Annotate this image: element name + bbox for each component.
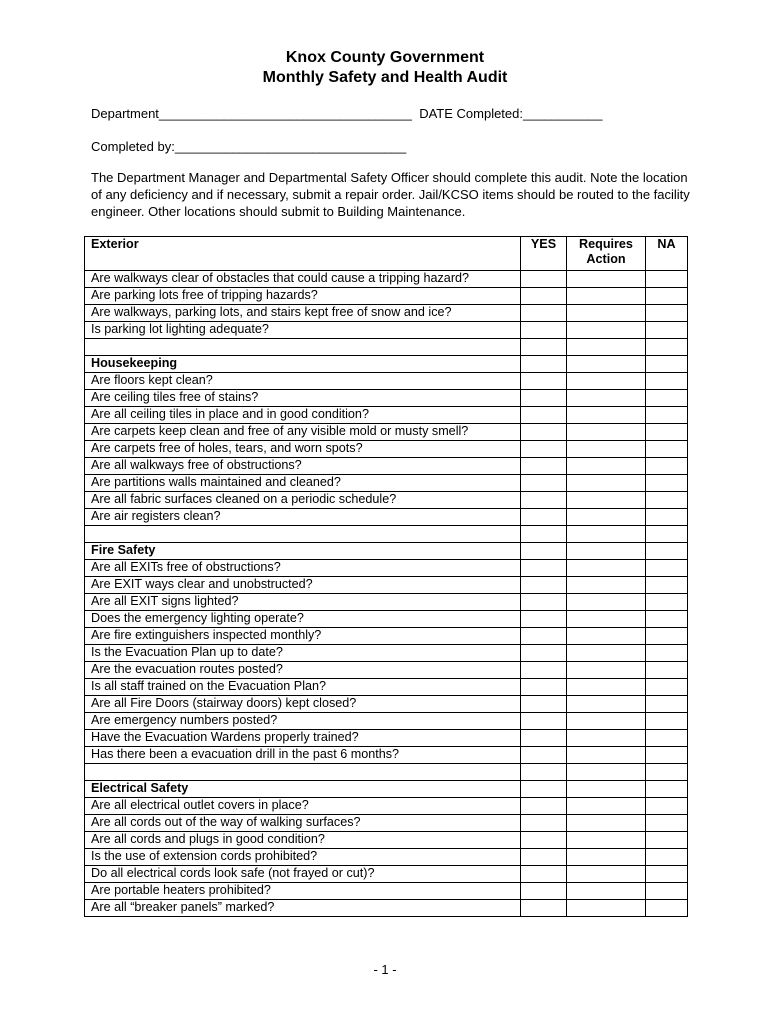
requires-action-cell[interactable] [567, 458, 646, 475]
yes-cell[interactable] [521, 611, 567, 628]
table-row [85, 288, 688, 305]
na-cell[interactable] [646, 713, 688, 730]
na-cell[interactable] [646, 645, 688, 662]
question-text: Are all cords out of the way of walking surfaces? [85, 815, 521, 832]
requires-action-cell[interactable] [567, 900, 646, 917]
question-text [85, 526, 521, 543]
question-text: Are all EXIT signs lighted? [85, 594, 521, 611]
na-cell [646, 526, 688, 543]
table-row [85, 730, 688, 747]
yes-cell[interactable] [521, 475, 567, 492]
yes-cell[interactable] [521, 900, 567, 917]
question-text: Does the emergency lighting operate? [85, 611, 521, 628]
section-heading-exterior: Exterior [85, 237, 521, 271]
spacer-row [85, 764, 688, 781]
table-row [85, 713, 688, 730]
question-text: Is parking lot lighting adequate? [85, 322, 521, 339]
yes-cell[interactable] [521, 407, 567, 424]
requires-action-cell [567, 339, 646, 356]
department-date-field-line[interactable]: Department___________________________________ DATE Completed:___________ [91, 106, 603, 121]
table-row [85, 883, 688, 900]
table-row [85, 458, 688, 475]
question-text: Are walkways, parking lots, and stairs kept free of snow and ice? [85, 305, 521, 322]
requires-action-cell[interactable] [567, 594, 646, 611]
na-cell[interactable] [646, 594, 688, 611]
audit-checklist-table [84, 236, 688, 917]
question-text: Are all “breaker panels” marked? [85, 900, 521, 917]
requires-action-cell[interactable] [567, 492, 646, 509]
na-cell[interactable] [646, 815, 688, 832]
yes-cell [521, 781, 567, 798]
spacer-row [85, 526, 688, 543]
table-row [85, 424, 688, 441]
na-cell[interactable] [646, 373, 688, 390]
table-row [85, 560, 688, 577]
yes-cell [521, 526, 567, 543]
requires-action-cell[interactable] [567, 288, 646, 305]
yes-cell[interactable] [521, 577, 567, 594]
table-row [85, 594, 688, 611]
table-row [85, 628, 688, 645]
question-text: Are floors kept clean? [85, 373, 521, 390]
na-cell[interactable] [646, 475, 688, 492]
na-cell[interactable] [646, 390, 688, 407]
table-row [85, 407, 688, 424]
na-cell[interactable] [646, 288, 688, 305]
na-cell[interactable] [646, 662, 688, 679]
completed-by-field-line[interactable]: Completed by:________________________________ [91, 139, 407, 154]
na-cell[interactable] [646, 798, 688, 815]
requires-action-cell[interactable] [567, 475, 646, 492]
yes-cell[interactable] [521, 798, 567, 815]
question-text: Are all walkways free of obstructions? [85, 458, 521, 475]
yes-cell[interactable] [521, 458, 567, 475]
yes-cell[interactable] [521, 662, 567, 679]
requires-action-cell[interactable] [567, 866, 646, 883]
column-header-na: NA [646, 237, 688, 271]
requires-action-cell[interactable] [567, 713, 646, 730]
question-text: Is the use of extension cords prohibited? [85, 849, 521, 866]
na-cell[interactable] [646, 271, 688, 288]
requires-action-cell[interactable] [567, 424, 646, 441]
section-heading-row [85, 543, 688, 560]
table-row [85, 747, 688, 764]
table-row [85, 696, 688, 713]
column-header-requires-action: Requires Action [567, 237, 646, 271]
na-cell[interactable] [646, 849, 688, 866]
yes-cell[interactable] [521, 305, 567, 322]
yes-cell[interactable] [521, 696, 567, 713]
na-cell[interactable] [646, 577, 688, 594]
yes-cell[interactable] [521, 288, 567, 305]
requires-action-cell[interactable] [567, 628, 646, 645]
yes-cell[interactable] [521, 492, 567, 509]
na-cell[interactable] [646, 322, 688, 339]
yes-cell[interactable] [521, 628, 567, 645]
yes-cell[interactable] [521, 594, 567, 611]
requires-action-cell [567, 764, 646, 781]
question-text: Are carpets keep clean and free of any visible mold or musty smell? [85, 424, 521, 441]
section-heading: Electrical Safety [85, 781, 521, 798]
question-text: Are all electrical outlet covers in place? [85, 798, 521, 815]
table-row [85, 679, 688, 696]
na-cell[interactable] [646, 305, 688, 322]
yes-cell[interactable] [521, 713, 567, 730]
question-text [85, 764, 521, 781]
table-row [85, 577, 688, 594]
table-row [85, 271, 688, 288]
table-row [85, 390, 688, 407]
yes-cell[interactable] [521, 849, 567, 866]
requires-action-cell[interactable] [567, 730, 646, 747]
na-cell[interactable] [646, 883, 688, 900]
na-cell [646, 543, 688, 560]
yes-cell[interactable] [521, 883, 567, 900]
document-title: Knox County Government [285, 49, 485, 66]
requires-action-cell[interactable] [567, 696, 646, 713]
na-cell [646, 339, 688, 356]
requires-action-cell[interactable] [567, 611, 646, 628]
yes-cell[interactable] [521, 679, 567, 696]
table-row [85, 900, 688, 917]
question-text: Is the Evacuation Plan up to date? [85, 645, 521, 662]
table-row [85, 441, 688, 458]
question-text: Has there been a evacuation drill in the past 6 months? [85, 747, 521, 764]
requires-action-cell[interactable] [567, 577, 646, 594]
table-row [85, 611, 688, 628]
requires-action-cell[interactable] [567, 679, 646, 696]
requires-action-cell[interactable] [567, 849, 646, 866]
requires-action-cell [567, 543, 646, 560]
question-text: Are all cords and plugs in good condition? [85, 832, 521, 849]
question-text: Are carpets free of holes, tears, and worn spots? [85, 441, 521, 458]
requires-action-cell[interactable] [567, 271, 646, 288]
requires-action-cell[interactable] [567, 747, 646, 764]
question-text: Are the evacuation routes posted? [85, 662, 521, 679]
yes-cell [521, 339, 567, 356]
table-row [85, 866, 688, 883]
question-text: Are all Fire Doors (stairway doors) kept closed? [85, 696, 521, 713]
requires-action-cell [567, 526, 646, 543]
table-header-row [85, 237, 688, 271]
table-row [85, 832, 688, 849]
question-text: Are partitions walls maintained and cleaned? [85, 475, 521, 492]
requires-action-cell[interactable] [567, 560, 646, 577]
na-cell [646, 781, 688, 798]
requires-action-cell[interactable] [567, 509, 646, 526]
question-text: Are fire extinguishers inspected monthly? [85, 628, 521, 645]
na-cell[interactable] [646, 407, 688, 424]
yes-cell [521, 543, 567, 560]
question-text: Are walkways clear of obstacles that could cause a tripping hazard? [85, 271, 521, 288]
table-row [85, 305, 688, 322]
requires-action-cell[interactable] [567, 798, 646, 815]
page-number: - 1 - [373, 962, 397, 977]
section-heading-row [85, 356, 688, 373]
question-text: Are parking lots free of tripping hazards? [85, 288, 521, 305]
question-text [85, 339, 521, 356]
spacer-row [85, 339, 688, 356]
question-text: Are emergency numbers posted? [85, 713, 521, 730]
question-text: Are all EXITs free of obstructions? [85, 560, 521, 577]
na-cell[interactable] [646, 611, 688, 628]
na-cell [646, 356, 688, 373]
na-cell[interactable] [646, 832, 688, 849]
na-cell[interactable] [646, 458, 688, 475]
table-row [85, 475, 688, 492]
table-row [85, 509, 688, 526]
requires-action-cell[interactable] [567, 883, 646, 900]
yes-cell[interactable] [521, 509, 567, 526]
na-cell[interactable] [646, 696, 688, 713]
question-text: Is all staff trained on the Evacuation Plan? [85, 679, 521, 696]
requires-action-cell[interactable] [567, 407, 646, 424]
requires-action-cell[interactable] [567, 373, 646, 390]
na-cell[interactable] [646, 628, 688, 645]
table-row [85, 373, 688, 390]
requires-action-cell[interactable] [567, 815, 646, 832]
section-heading: Housekeeping [85, 356, 521, 373]
question-text: Are air registers clean? [85, 509, 521, 526]
na-cell[interactable] [646, 509, 688, 526]
table-row [85, 798, 688, 815]
question-text: Do all electrical cords look safe (not frayed or cut)? [85, 866, 521, 883]
table-row [85, 849, 688, 866]
yes-cell[interactable] [521, 866, 567, 883]
instructions-paragraph: The Department Manager and Departmental Safety Officer should complete this audit. Note the location of any deficiency and if necessary, submit a repair order. Jail/KCSO items should be routed to the facility engineer. Other locations should submit to Building Maintenance. [91, 170, 690, 219]
yes-cell[interactable] [521, 730, 567, 747]
table-row [85, 662, 688, 679]
table-row [85, 645, 688, 662]
requires-action-cell[interactable] [567, 322, 646, 339]
na-cell[interactable] [646, 866, 688, 883]
yes-cell[interactable] [521, 815, 567, 832]
yes-cell[interactable] [521, 390, 567, 407]
na-cell [646, 764, 688, 781]
yes-cell [521, 764, 567, 781]
yes-cell[interactable] [521, 441, 567, 458]
na-cell[interactable] [646, 679, 688, 696]
table-row [85, 492, 688, 509]
na-cell[interactable] [646, 492, 688, 509]
question-text: Are all fabric surfaces cleaned on a periodic schedule? [85, 492, 521, 509]
table-row [85, 815, 688, 832]
section-heading: Fire Safety [85, 543, 521, 560]
table-row [85, 322, 688, 339]
requires-action-cell[interactable] [567, 441, 646, 458]
requires-action-cell[interactable] [567, 390, 646, 407]
yes-cell[interactable] [521, 271, 567, 288]
na-cell[interactable] [646, 900, 688, 917]
na-cell[interactable] [646, 560, 688, 577]
requires-action-cell[interactable] [567, 662, 646, 679]
yes-cell[interactable] [521, 747, 567, 764]
requires-action-cell[interactable] [567, 305, 646, 322]
yes-cell[interactable] [521, 645, 567, 662]
question-text: Are EXIT ways clear and unobstructed? [85, 577, 521, 594]
yes-cell[interactable] [521, 832, 567, 849]
column-header-yes: YES [521, 237, 567, 271]
yes-cell[interactable] [521, 322, 567, 339]
document-subtitle: Monthly Safety and Health Audit [262, 69, 508, 86]
requires-action-cell [567, 356, 646, 373]
question-text: Have the Evacuation Wardens properly trained? [85, 730, 521, 747]
na-cell[interactable] [646, 747, 688, 764]
na-cell[interactable] [646, 730, 688, 747]
question-text: Are ceiling tiles free of stains? [85, 390, 521, 407]
requires-action-cell[interactable] [567, 645, 646, 662]
requires-action-cell[interactable] [567, 832, 646, 849]
na-cell[interactable] [646, 441, 688, 458]
yes-cell[interactable] [521, 424, 567, 441]
yes-cell [521, 356, 567, 373]
requires-action-cell [567, 781, 646, 798]
question-text: Are portable heaters prohibited? [85, 883, 521, 900]
question-text: Are all ceiling tiles in place and in good condition? [85, 407, 521, 424]
yes-cell[interactable] [521, 373, 567, 390]
yes-cell[interactable] [521, 560, 567, 577]
na-cell[interactable] [646, 424, 688, 441]
section-heading-row [85, 781, 688, 798]
